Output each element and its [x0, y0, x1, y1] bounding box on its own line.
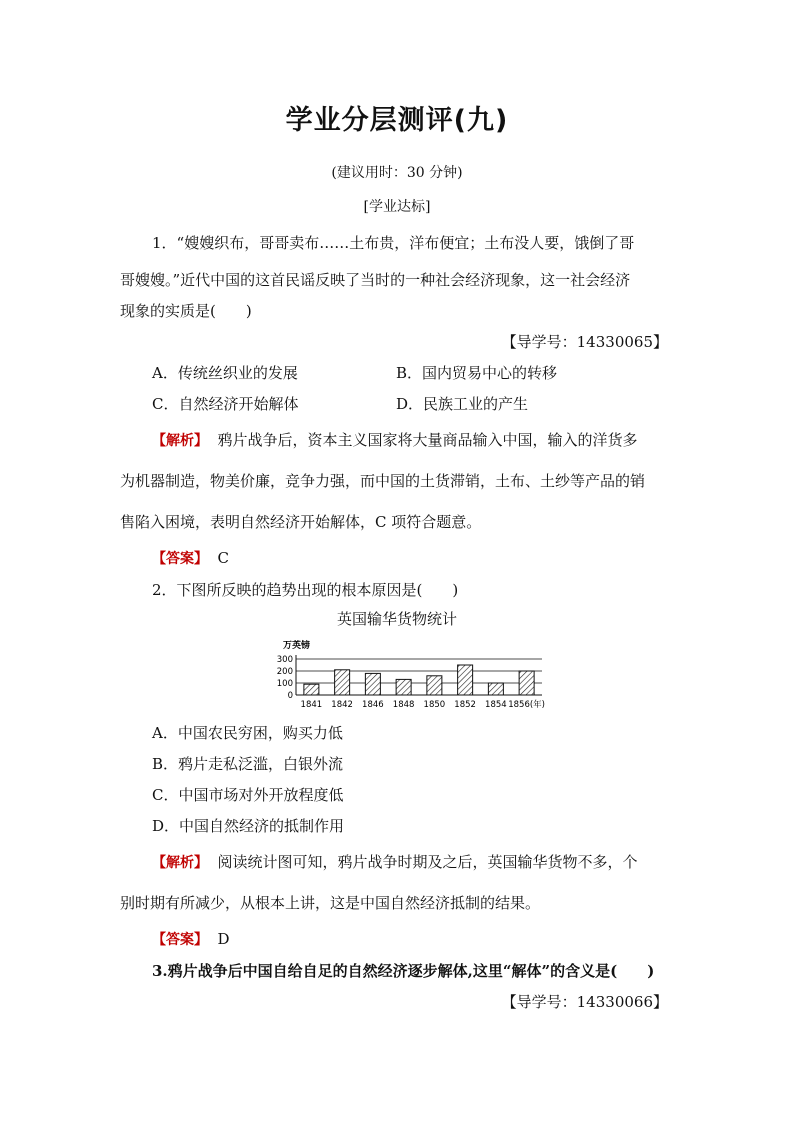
answer-value: D — [217, 930, 230, 948]
x-tick-label: 1841 — [300, 700, 323, 710]
q1-analysis-line3: 售陷入困境，表明自然经济开始解体，C 项符合题意。 — [120, 513, 482, 531]
x-tick-label: 1846 — [362, 700, 384, 710]
analysis-tag: 【解析】 — [152, 433, 208, 449]
q1-stem-line1: 1．“嫂嫂织布，哥哥卖布……土布贵，洋布便宜；土布没人要，饿倒了哥 — [152, 234, 635, 252]
q1-answer — [152, 548, 712, 568]
section-heading: [学业达标] — [363, 199, 431, 215]
bar — [304, 684, 319, 695]
q1-stem-line3: 现象的实质是( ) — [120, 302, 252, 320]
time-suggestion: (建议用时：30 分钟) — [331, 165, 463, 181]
q2-answer — [152, 929, 712, 949]
bar — [365, 673, 380, 695]
q1-analysis-line2: 为机器制造，物美价廉，竞争力强，而中国的土货滞销，土布、土纱等产品的销 — [120, 472, 646, 490]
q1-reference-number: 【导学号：14330065】 — [501, 333, 668, 351]
q1-option-a: A．传统丝织业的发展 — [152, 364, 298, 382]
q1-stem-line2: 哥嫂嫂。”近代中国的这首民谣反映了当时的一种社会经济现象，这一社会经济 — [120, 271, 631, 289]
bar — [396, 679, 411, 695]
x-tick-label: 1856(年) — [508, 700, 546, 710]
x-tick-label: 1854 — [485, 700, 507, 710]
q1-option-c: C．自然经济开始解体 — [152, 395, 299, 413]
analysis-tag: 【解析】 — [152, 855, 208, 871]
y-tick-label: 300 — [276, 655, 293, 665]
bar — [488, 683, 503, 695]
chart-title: 英国输华货物统计 — [336, 610, 457, 628]
y-tick-label: 0 — [287, 691, 293, 701]
bar — [427, 676, 442, 695]
bar — [458, 665, 473, 695]
q2-option-c: C．中国市场对外开放程度低 — [152, 786, 344, 804]
q3-stem-text: 3.鸦片战争后中国自给自足的自然经济逐步解体,这里“解体”的含义是( ) — [152, 962, 655, 980]
x-tick-label: 1842 — [331, 700, 353, 710]
q2-analysis-line2: 别时期有所减少，从根本上讲，这是中国自然经济抵制的结果。 — [120, 894, 541, 912]
x-tick-label: 1850 — [423, 700, 446, 710]
bar — [519, 671, 534, 695]
x-tick-label: 1852 — [454, 700, 476, 710]
y-tick-label: 100 — [276, 679, 293, 689]
analysis-text: 鸦片战争后，资本主义国家将大量商品输入中国，输入的洋货多 — [217, 431, 638, 449]
q3-reference-number: 【导学号：14330066】 — [501, 993, 668, 1011]
bar — [335, 670, 350, 695]
answer-value: C — [217, 549, 230, 567]
q1-option-b: B．国内贸易中心的转移 — [396, 364, 558, 382]
x-tick-label: 1848 — [392, 700, 415, 710]
q2-analysis-line1 — [152, 851, 712, 872]
q3-stem — [152, 960, 712, 981]
q2-option-a: A．中国农民穷困，购买力低 — [152, 724, 343, 742]
answer-tag: 【答案】 — [152, 932, 208, 948]
q1-option-d: D．民族工业的产生 — [396, 395, 529, 413]
answer-tag: 【答案】 — [152, 551, 208, 567]
q2-option-b: B．鸦片走私泛滥，白银外流 — [152, 755, 344, 773]
y-axis-unit-label: 万英镑 — [283, 641, 311, 651]
q2-option-d: D．中国自然经济的抵制作用 — [152, 817, 345, 835]
q1-analysis-line1 — [152, 429, 712, 450]
y-tick-label: 200 — [276, 667, 293, 677]
bar-chart — [0, 632, 794, 722]
analysis-text: 阅读统计图可知，鸦片战争时期及之后，英国输华货物不多，个 — [217, 853, 638, 871]
q2-stem: 2．下图所反映的趋势出现的根本原因是( ) — [152, 581, 459, 599]
page-title: 学业分层测评(九) — [285, 105, 509, 136]
